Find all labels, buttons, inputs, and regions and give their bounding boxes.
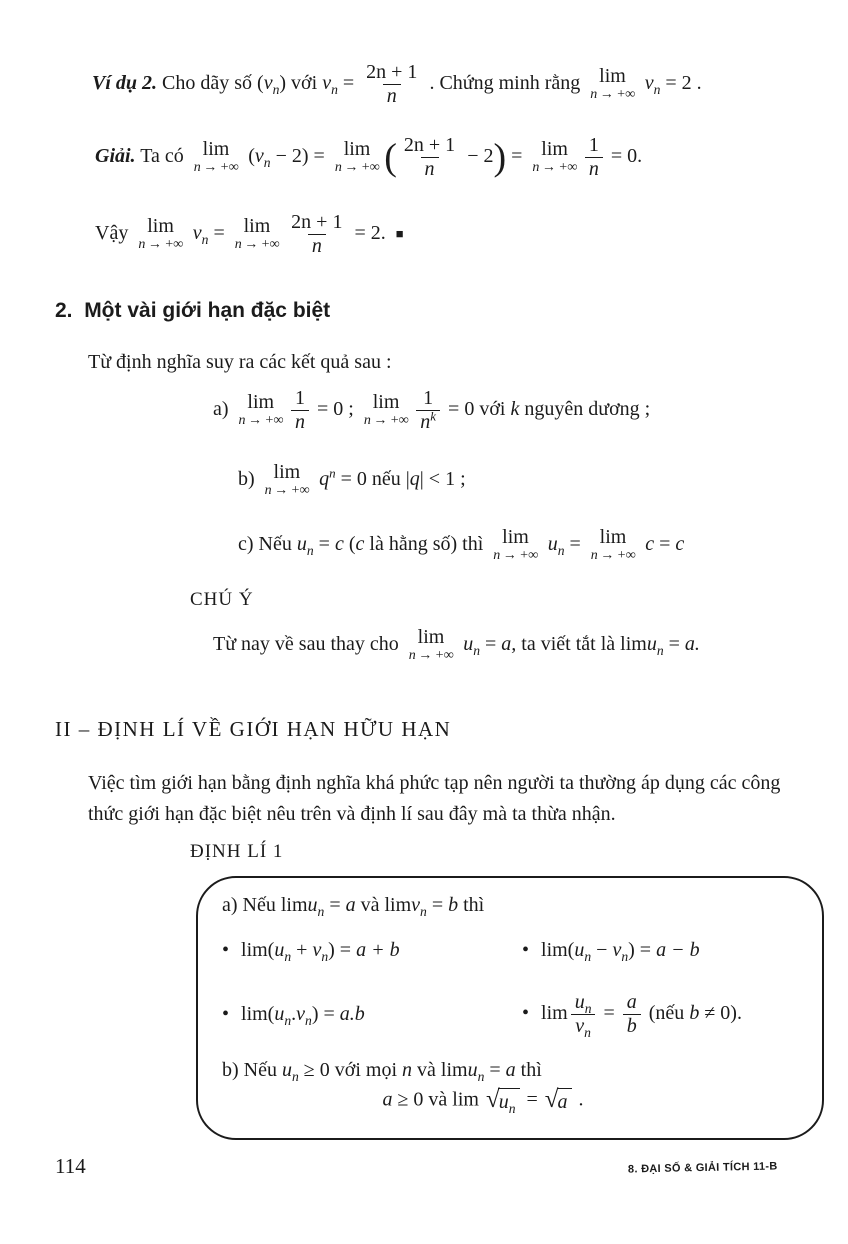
- sup-n: n: [329, 465, 336, 481]
- text-fragment: lim(: [541, 939, 575, 961]
- lim-subscript: n → +∞: [264, 483, 310, 498]
- radicand: [498, 1088, 520, 1114]
- var-a: a: [626, 991, 637, 1013]
- lim-word: lim: [247, 390, 275, 413]
- dot-sign: .: [291, 1003, 297, 1025]
- theorem-difference-limit: [522, 939, 804, 962]
- text-fragment: . Chứng minh rằng: [429, 72, 581, 95]
- text-fragment: ≥ 0 với mọi: [303, 1059, 398, 1081]
- page-number-text: 114: [55, 1154, 86, 1178]
- note-line: [213, 627, 700, 664]
- var-u: u: [463, 633, 474, 656]
- sub-n: n: [420, 904, 427, 919]
- var-n: n: [402, 1059, 413, 1081]
- rhs-expression: a.b: [339, 1003, 365, 1025]
- lim-word: lim: [599, 64, 626, 87]
- fraction: [400, 135, 459, 180]
- text-fragment: là hằng số) thì: [369, 533, 484, 556]
- text-fragment: lim(: [241, 1003, 275, 1025]
- var-a: a.: [684, 633, 700, 656]
- results-intro: [88, 350, 392, 375]
- var-n: n: [424, 158, 435, 180]
- sub-n: n: [291, 1069, 299, 1084]
- lim-word: lim: [620, 633, 647, 656]
- lim-word: lim: [243, 214, 271, 237]
- sub-n: n: [653, 82, 661, 98]
- end-of-proof-icon: ■: [395, 226, 404, 242]
- text-fragment: | < 1 ;: [419, 468, 466, 491]
- text-fragment: a) Nếu lim: [222, 894, 308, 916]
- theorem-quotient-limit: [522, 991, 804, 1040]
- limit-operator: [591, 527, 635, 564]
- text-fragment: ) với: [279, 72, 318, 95]
- var-a: a: [345, 894, 356, 916]
- section-ii-heading: [55, 716, 451, 742]
- page-number: [55, 1153, 86, 1179]
- sub-n: n: [317, 904, 325, 919]
- fraction-numerator: 1: [294, 387, 305, 409]
- var-u: u: [547, 533, 558, 556]
- sub-n: n: [321, 949, 329, 964]
- var-u: u: [307, 894, 318, 916]
- text-fragment: thì: [520, 1059, 542, 1081]
- fraction-numerator: 1: [423, 387, 434, 409]
- var-n: n: [294, 411, 305, 433]
- equals-sign: =: [489, 1059, 501, 1081]
- fraction: [287, 212, 346, 257]
- sub-n: n: [477, 1069, 485, 1084]
- theorem-row-b: [222, 1059, 804, 1082]
- sup-k: k: [430, 408, 437, 424]
- text-fragment: Vậy: [95, 222, 129, 245]
- lim-subscript: n → +∞: [408, 648, 454, 663]
- var-v: v: [296, 1003, 306, 1025]
- text-fragment: ≥ 0 và lim: [397, 1088, 479, 1111]
- fraction: [623, 992, 641, 1037]
- square-root: [545, 1088, 572, 1114]
- lim-subscript: n → +∞: [532, 159, 577, 175]
- text-fragment: c) Nếu: [238, 533, 292, 556]
- var-a: a,: [501, 633, 517, 656]
- printer-imprint-text: 8. ĐẠI SỐ & GIẢI TÍCH 11-B: [627, 1160, 778, 1176]
- fraction-numerator: 2n + 1: [291, 211, 343, 233]
- text-fragment: với: [479, 398, 506, 421]
- var-u: u: [467, 1059, 478, 1081]
- limit-operator: [138, 216, 182, 253]
- var-v: v: [254, 145, 264, 168]
- bullet-icon: •: [222, 1003, 230, 1025]
- theorem-rules-grid: [222, 939, 804, 1040]
- theorem-product-limit: [222, 1003, 522, 1026]
- text-fragment: ) =: [328, 939, 352, 961]
- minus-sign: −: [596, 939, 608, 961]
- text-fragment: .: [578, 1088, 584, 1111]
- open-paren: (: [384, 136, 397, 179]
- limit-item-b: [238, 462, 466, 499]
- equals-sign: =: [213, 222, 225, 245]
- text-fragment: thì: [463, 894, 485, 916]
- equals-sign: =: [659, 533, 671, 556]
- fraction-denominator: [585, 157, 603, 180]
- lim-word: lim: [599, 526, 627, 548]
- var-k: k: [510, 398, 520, 421]
- section-ii-paragraph: [88, 768, 804, 830]
- text-fragment: ) =: [628, 939, 652, 961]
- sub-n: n: [557, 543, 565, 559]
- var-q: q: [409, 468, 420, 491]
- theorem-1-label: [190, 840, 283, 864]
- lim-subscript: n → +∞: [363, 412, 409, 428]
- lim-subscript: n → +∞: [493, 548, 538, 563]
- sub-n: n: [584, 1025, 591, 1040]
- limit-item-a: [213, 388, 650, 433]
- rhs-expression: a + b: [356, 939, 400, 961]
- limit-operator: [265, 462, 309, 499]
- text-fragment: ta viết tắt là: [521, 633, 616, 656]
- var-n: n: [311, 235, 322, 257]
- theorem-label-text: ĐỊNH LÍ 1: [190, 841, 284, 862]
- var-a: a: [505, 1059, 516, 1081]
- lim-subscript: n → +∞: [590, 86, 635, 102]
- bullet-icon: •: [522, 939, 530, 961]
- limit-item-c: [238, 527, 684, 564]
- equals-sign: =: [569, 533, 581, 556]
- var-v: v: [192, 222, 202, 245]
- sub-n: n: [272, 82, 280, 98]
- text-fragment: và lim: [417, 1059, 468, 1081]
- var-c: c: [334, 533, 344, 556]
- sub-n: n: [263, 155, 271, 171]
- item-label: a): [213, 398, 229, 421]
- limit-operator: [590, 66, 634, 103]
- var-q: q: [319, 468, 330, 491]
- text-fragment: (: [348, 533, 356, 556]
- section-number: 2.: [55, 299, 73, 322]
- radical-icon: √: [544, 1086, 559, 1113]
- sub-n: n: [656, 643, 664, 659]
- lim-word: lim: [502, 526, 529, 548]
- square-root: [486, 1088, 520, 1114]
- lim-word: lim: [541, 1002, 568, 1025]
- sub-n: n: [584, 949, 592, 964]
- limit-operator: [409, 627, 453, 664]
- item-label: b): [238, 468, 255, 491]
- var-a: a: [382, 1088, 393, 1111]
- lim-subscript: n → +∞: [234, 236, 280, 252]
- lim-word: lim: [202, 137, 230, 160]
- text-fragment: ) =: [311, 1003, 335, 1025]
- var-b: b: [626, 1015, 637, 1037]
- fraction-numerator: 1: [588, 134, 599, 156]
- text-fragment: (: [248, 145, 255, 168]
- text-fragment: = 2 .: [665, 72, 702, 95]
- sub-n: n: [473, 643, 481, 659]
- example-label: Ví dụ 2.: [92, 72, 158, 95]
- conclusion-line: [95, 212, 404, 257]
- radicand: [557, 1088, 572, 1114]
- var-n: n: [420, 411, 431, 433]
- theorem-row-a: [222, 894, 804, 917]
- limit-operator: [235, 216, 279, 253]
- var-b: b: [448, 894, 459, 916]
- fraction-denominator: [308, 234, 326, 257]
- text-fragment: Cho dãy số (: [162, 72, 264, 95]
- fraction: [571, 991, 596, 1040]
- lim-subscript: n → +∞: [193, 159, 239, 175]
- text-fragment: Ta có: [140, 145, 184, 168]
- var-u: u: [574, 939, 585, 961]
- fraction-denominator: [416, 410, 440, 433]
- var-u: u: [574, 991, 585, 1013]
- var-n: n: [386, 85, 397, 107]
- equals-sign: =: [318, 533, 330, 556]
- solution-line: [95, 135, 642, 180]
- theorem-sqrt-line: [222, 1088, 804, 1114]
- fraction-denominator: [623, 1014, 641, 1037]
- text-fragment: − 2): [275, 145, 309, 168]
- printer-imprint: [628, 1160, 778, 1177]
- bullet-icon: •: [222, 939, 230, 961]
- var-v: v: [644, 72, 654, 95]
- fraction: [585, 135, 603, 180]
- equals-sign: =: [485, 633, 497, 656]
- text-fragment: = 0 ;: [316, 398, 354, 421]
- lim-subscript: n → +∞: [590, 548, 636, 563]
- rhs-expression: a − b: [656, 939, 700, 961]
- text-fragment: = 0: [448, 398, 475, 421]
- radical-icon: √: [485, 1086, 500, 1113]
- var-v: v: [312, 939, 322, 961]
- text-fragment: ≠ 0).: [704, 1002, 742, 1025]
- lim-word: lim: [273, 461, 301, 483]
- sub-n: n: [306, 543, 314, 559]
- lim-subscript: n → +∞: [138, 236, 183, 252]
- paragraph-text: Việc tìm giới hạn bằng định nghĩa khá phức tạp nên người ta thường áp dụng các công thức giới hạn đặc biệt nêu trên và định lí sau đây mà ta thừa nhận.: [88, 772, 781, 825]
- equals-sign: =: [511, 145, 523, 168]
- limit-operator: [335, 139, 379, 176]
- section-ii-heading-text: II – ĐỊNH LÍ VỀ GIỚI HẠN HỮU HẠN: [55, 717, 452, 741]
- var-v: v: [322, 72, 332, 95]
- fraction-denominator: [383, 84, 401, 107]
- var-a: a: [557, 1091, 568, 1113]
- sub-n: n: [305, 1013, 312, 1028]
- fraction-numerator: 2n + 1: [366, 61, 418, 83]
- sub-n: n: [331, 82, 338, 98]
- text-fragment: − 2: [467, 145, 494, 168]
- text-fragment: (nếu: [648, 1002, 685, 1025]
- text-fragment: và lim: [360, 894, 412, 916]
- limit-operator: [493, 527, 537, 564]
- lim-word: lim: [147, 214, 174, 237]
- close-paren: ): [493, 136, 507, 179]
- fraction: [416, 388, 440, 433]
- limit-operator: [532, 139, 576, 176]
- var-u: u: [296, 533, 307, 556]
- text-fragment: = 0 nếu |: [340, 468, 410, 491]
- fraction-numerator: [571, 992, 596, 1014]
- limit-operator: [239, 392, 283, 429]
- sub-n: n: [201, 232, 209, 248]
- equals-sign: =: [313, 145, 325, 168]
- var-u: u: [646, 633, 657, 656]
- equals-sign: =: [668, 633, 680, 656]
- bullet-icon: •: [522, 1002, 530, 1025]
- lim-word: lim: [372, 390, 400, 413]
- sub-n: n: [284, 1013, 292, 1028]
- text-fragment: Từ định nghĩa suy ra các kết quả sau :: [88, 351, 392, 373]
- sub-n: n: [284, 949, 292, 964]
- fraction: [362, 62, 421, 107]
- section-title: Một vài giới hạn đặc biệt: [84, 299, 331, 322]
- sub-n: n: [621, 949, 629, 964]
- var-v: v: [263, 72, 273, 95]
- fraction-denominator: [421, 157, 439, 180]
- var-c: c: [355, 533, 365, 556]
- fraction: [291, 388, 309, 433]
- text-fragment: = 2.: [354, 222, 386, 245]
- fraction-numerator: [623, 992, 641, 1014]
- var-u: u: [498, 1091, 509, 1113]
- equals-sign: =: [431, 894, 444, 916]
- var-b: b: [689, 1002, 700, 1025]
- note-heading: [190, 588, 254, 612]
- var-n: n: [588, 158, 599, 180]
- var-u: u: [274, 939, 285, 961]
- sub-n: n: [584, 1001, 592, 1016]
- text-fragment: b) Nếu: [222, 1059, 277, 1081]
- section-2-heading: [55, 298, 330, 324]
- text-fragment: lim(: [241, 939, 275, 961]
- var-c: c: [645, 533, 655, 556]
- equals-sign: =: [603, 1002, 615, 1025]
- var-v: v: [411, 894, 421, 916]
- fraction-denominator: [291, 410, 309, 433]
- plus-sign: +: [296, 939, 308, 961]
- var-c: c: [675, 533, 685, 556]
- note-heading-text: CHÚ Ý: [190, 589, 254, 610]
- var-v: v: [612, 939, 622, 961]
- text-fragment: = 0.: [610, 145, 643, 168]
- text-fragment: Từ nay về sau thay cho: [213, 633, 399, 656]
- equals-sign: =: [526, 1088, 538, 1111]
- theorem-sum-limit: [222, 939, 522, 962]
- var-v: v: [575, 1015, 585, 1037]
- text-fragment: nguyên dương ;: [524, 398, 651, 421]
- fraction-denominator: [571, 1014, 595, 1040]
- solution-label: Giải.: [95, 145, 136, 168]
- lim-word: lim: [541, 137, 568, 160]
- lim-word: lim: [343, 137, 371, 160]
- limit-operator: [364, 392, 408, 429]
- var-u: u: [281, 1059, 292, 1081]
- fraction-numerator: 2n + 1: [403, 134, 456, 156]
- equals-sign: =: [342, 72, 355, 95]
- limit-operator: [194, 139, 238, 176]
- example-2-line: [92, 62, 702, 107]
- equals-sign: =: [329, 894, 341, 916]
- lim-word: lim: [417, 626, 445, 648]
- theorem-1-box: [196, 876, 824, 1140]
- lim-subscript: n → +∞: [334, 159, 380, 175]
- sub-n: n: [508, 1101, 516, 1116]
- lim-subscript: n → +∞: [238, 412, 283, 428]
- var-u: u: [274, 1003, 285, 1025]
